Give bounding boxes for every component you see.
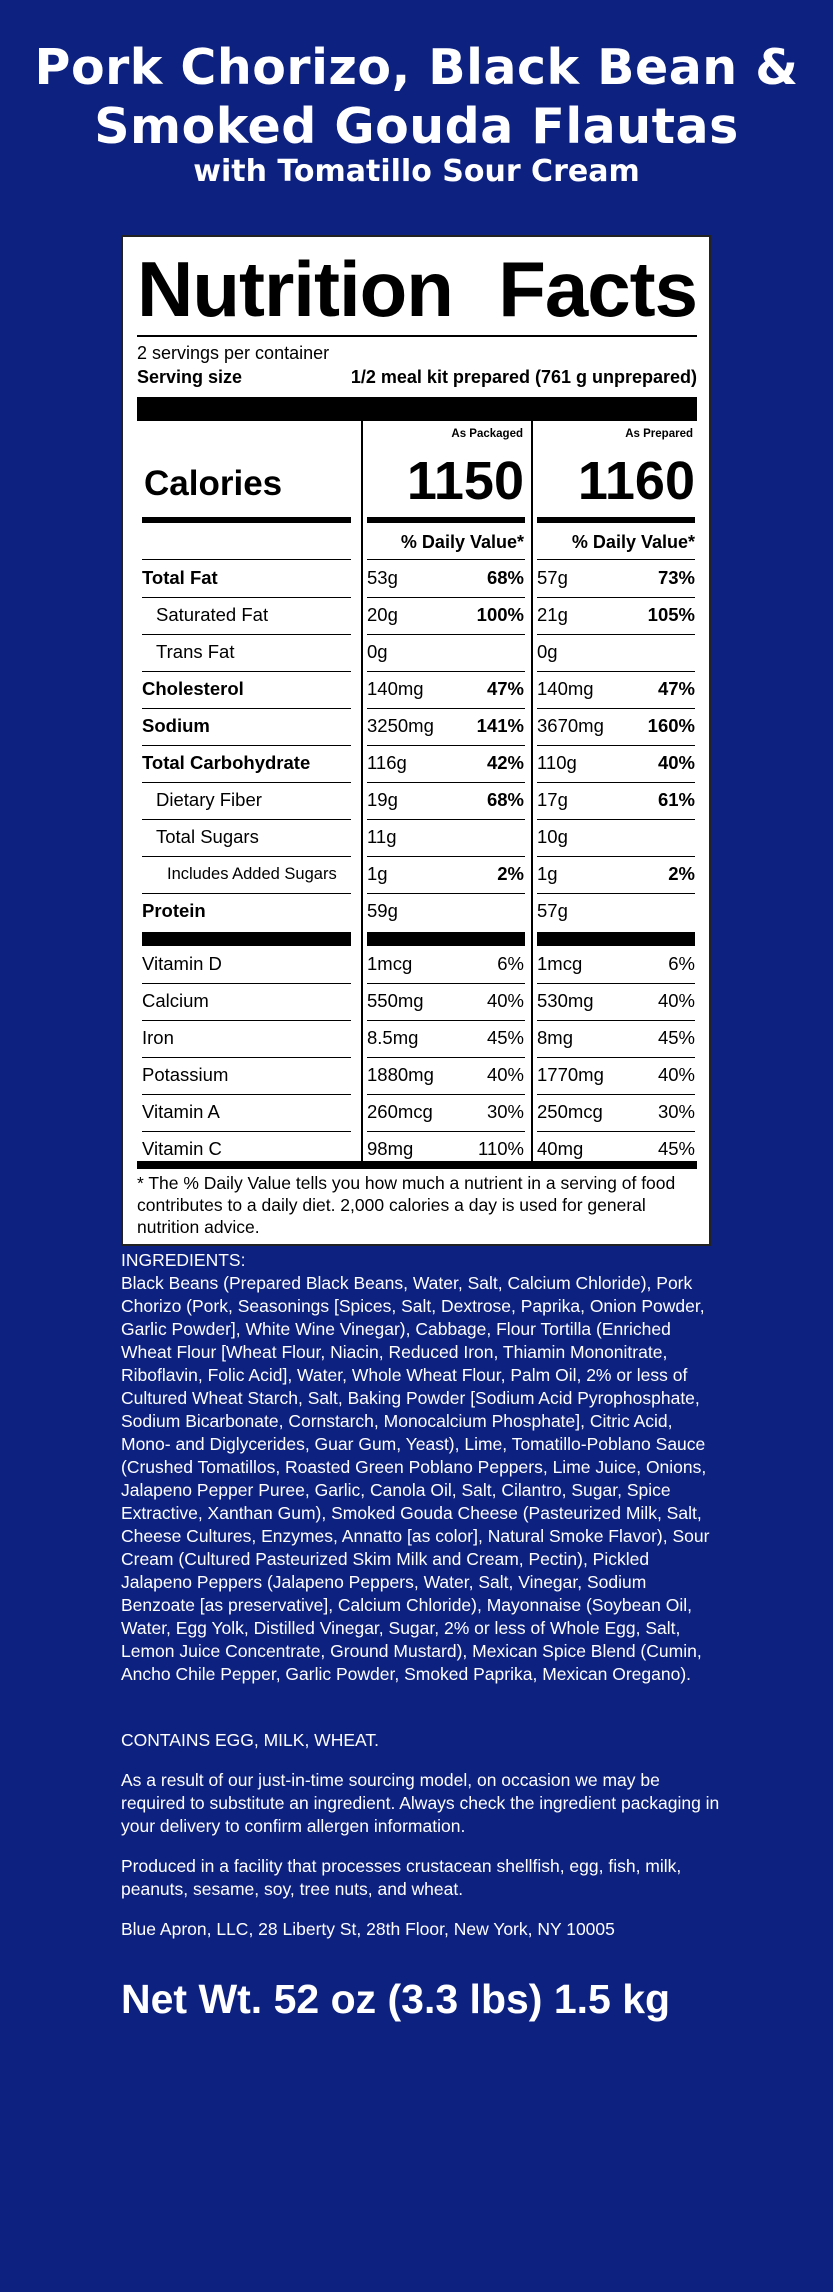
facility-note: Produced in a facility that processes crustacean shellfish, egg, fish, milk, peanuts, sesame, soy, tree nuts, and wheat. xyxy=(121,1856,682,1899)
ingredients-section xyxy=(121,1249,721,1686)
allergen-contains: CONTAINS EGG, MILK, WHEAT. xyxy=(121,1730,379,1750)
nutrient-percent: 141% xyxy=(476,715,524,736)
calories-packaged: 1150 xyxy=(406,451,524,511)
nutrient-amount: 59g xyxy=(367,900,398,921)
nutrient-percent: 6% xyxy=(668,953,695,974)
nutrient-row xyxy=(123,1057,713,1094)
calories-label: Calories xyxy=(144,464,283,503)
nutrient-percent: 47% xyxy=(657,678,695,699)
nutrient-amount: 98mg xyxy=(367,1138,414,1159)
nutrient-amount: 3250mg xyxy=(367,715,434,736)
nutrient-percent: 42% xyxy=(486,752,524,773)
nutrient-amount: 1880mg xyxy=(367,1064,434,1085)
nutrient-percent: 45% xyxy=(486,1027,524,1048)
daily-value-head: % Daily Value* xyxy=(400,532,524,552)
nutrient-amount: 250mcg xyxy=(537,1101,603,1122)
nutrient-name: Sodium xyxy=(142,715,210,736)
nutrition-facts-label xyxy=(121,235,711,1246)
calories-bar xyxy=(537,517,695,523)
nutrient-name: Total Fat xyxy=(142,567,218,588)
nutrient-amount: 11g xyxy=(367,826,397,847)
heading-word-facts: Facts xyxy=(498,245,697,333)
nutrient-name: Total Carbohydrate xyxy=(142,752,311,773)
calories-bar xyxy=(367,517,525,523)
nutrient-percent: 160% xyxy=(647,715,695,736)
nutrient-row xyxy=(123,893,713,930)
nutrient-percent: 40% xyxy=(486,990,524,1011)
nutrient-name: Cholesterol xyxy=(142,678,244,699)
nutrient-row xyxy=(123,946,713,983)
nutrient-percent: 100% xyxy=(476,604,524,625)
nutrient-name: Trans Fat xyxy=(156,641,235,662)
nutrient-name: Calcium xyxy=(142,990,209,1011)
servings-per-container: 2 servings per container xyxy=(137,343,330,363)
nutrient-row xyxy=(123,856,713,893)
serving-size xyxy=(137,366,697,388)
nutrient-row xyxy=(123,708,713,745)
vitamins-divider xyxy=(367,932,525,946)
nutrient-name: Total Sugars xyxy=(156,826,259,847)
daily-value-head: % Daily Value* xyxy=(571,532,695,552)
nutrient-name: Iron xyxy=(142,1027,174,1048)
nutrient-row xyxy=(123,1020,713,1057)
nutrient-percent: 68% xyxy=(486,789,524,810)
nutrient-amount: 19g xyxy=(367,789,398,810)
nutrient-percent: 110% xyxy=(478,1138,524,1159)
nutrient-row xyxy=(123,597,713,634)
nutrient-amount: 1mcg xyxy=(537,953,583,974)
product-subtitle: with Tomatillo Sour Cream xyxy=(193,154,640,189)
nutrient-percent: 105% xyxy=(647,604,695,625)
thick-divider xyxy=(137,397,697,421)
nutrient-amount: 530mg xyxy=(537,990,594,1011)
nutrient-amount: 1g xyxy=(537,863,558,884)
nutrient-row xyxy=(123,745,713,782)
nutrient-amount: 57g xyxy=(537,900,568,921)
nutrient-amount: 57g xyxy=(537,567,568,588)
nutrient-percent: 68% xyxy=(486,567,524,588)
sourcing-note: As a result of our just-in-time sourcing model, on occasion we may be required to substitute an ingredient. Always check the ingredient packaging in your delivery to confirm allergen information. xyxy=(121,1770,720,1836)
nutrient-percent: 30% xyxy=(657,1101,695,1122)
vitamins-divider xyxy=(142,932,351,946)
vitamins-divider xyxy=(537,932,695,946)
nutrient-amount: 1mcg xyxy=(367,953,413,974)
title-line-2: Smoked Gouda Flautas xyxy=(94,98,739,155)
serving-size-value: 1/2 meal kit prepared (761 g unprepared) xyxy=(350,367,697,387)
nutrient-name: Vitamin A xyxy=(142,1101,220,1122)
nutrient-amount: 53g xyxy=(367,567,398,588)
nutrient-percent: 45% xyxy=(657,1138,695,1159)
nutrient-amount: 40mg xyxy=(537,1138,584,1159)
nutrient-name: Includes Added Sugars xyxy=(167,865,337,883)
nutrient-percent: 61% xyxy=(657,789,695,810)
nutrient-percent: 2% xyxy=(668,863,695,884)
nutrient-amount: 110g xyxy=(537,752,577,773)
calories-prepared: 1160 xyxy=(577,451,695,511)
nutrient-percent: 40% xyxy=(657,1064,695,1085)
nutrient-amount: 17g xyxy=(537,789,568,810)
nutrient-amount: 8mg xyxy=(537,1027,573,1048)
col-head-packaged: As Packaged xyxy=(451,428,523,440)
nutrient-amount: 3670mg xyxy=(537,715,604,736)
nutrient-percent: 2% xyxy=(497,863,524,884)
nutrient-amount: 21g xyxy=(537,604,568,625)
serving-size-label: Serving size xyxy=(137,367,243,387)
nutrient-amount: 1770mg xyxy=(537,1064,604,1085)
nutrient-percent: 40% xyxy=(657,752,695,773)
daily-value-footnote: * The % Daily Value tells you how much a nutrient in a serving of food contributes to a daily diet. 2,000 calories a day is used for general nutrition advice. xyxy=(137,1173,676,1237)
nutrient-percent: 40% xyxy=(486,1064,524,1085)
nutrient-row xyxy=(123,634,713,671)
nutrient-amount: 140mg xyxy=(367,678,424,699)
nutrient-amount: 20g xyxy=(367,604,398,625)
nutrient-percent: 6% xyxy=(497,953,524,974)
nutrient-name: Protein xyxy=(142,900,206,921)
nutrient-row xyxy=(123,782,713,819)
nutrient-percent: 30% xyxy=(486,1101,524,1122)
nutrient-name: Vitamin C xyxy=(142,1138,222,1159)
title-line-1: Pork Chorizo, Black Bean & xyxy=(34,39,799,96)
ingredients-list: Black Beans (Prepared Black Beans, Water, Salt, Calcium Chloride), Pork Chorizo (Pork, Seasonings [Spices, Salt, Dextrose, Paprika, Onion Powder, Garlic Powder], White Wine Vinegar), Cabbage, Flour Tortilla (Enriched Wheat Flour [Wheat Flour, Niacin, Reduced Iron, Thiamin Mononitrate, Riboflavin, Folic Acid], Water, Whole Wheat Flour, Palm Oil, 2% or less of Cultured Wheat Starch, Salt, Baking Powder [Sodium Acid Pyrophosphate, Sodium Bicarbonate, Cornstarch, Monocalcium Phosphate], Citric Acid, Mono- and Diglycerides, Guar Gum, Yeast), Lime, Tomatillo-Poblano Sauce (Crushed Tomatillos, Roasted Green Poblano Peppers, Lime Juice, Onions, Jalapeno Pepper Puree, Garlic, Canola Oil, Salt, Cilantro, Sugar, Spice Extractive, Xanthan Gum), Smoked Gouda Cheese (Pasteurized Milk, Salt, Cheese Cultures, Enzymes, Annatto [as color], Natural Smoke Flavor), Sour Cream (Cultured Pasteurized Skim Milk and Cream, Pectin), Pickled Jalapeno Peppers (Jalapeno Peppers, Water, Salt, Vinegar, Sodium Benzoate [as preservative], Calcium Chloride), Mayonnaise (Soybean Oil, Water, Egg Yolk, Distilled Vinegar, Sugar, 2% or less of Whole Egg, Salt, Lemon Juice Concentrate, Ground Mustard), Mexican Spice Blend (Cumin, Ancho Chile Pepper, Garlic Powder, Smoked Paprika, Mexican Oregano). xyxy=(121,1273,710,1684)
nutrient-row xyxy=(123,560,713,597)
nutrient-row xyxy=(123,671,713,708)
nutrient-percent: 47% xyxy=(486,678,524,699)
nutrient-amount: 1g xyxy=(367,863,388,884)
company-address: Blue Apron, LLC, 28 Liberty St, 28th Floor, New York, NY 10005 xyxy=(121,1919,615,1939)
nutrient-name: Vitamin D xyxy=(142,953,222,974)
ingredients-heading: INGREDIENTS: xyxy=(121,1250,246,1270)
nutrient-amount: 140mg xyxy=(537,678,594,699)
heading-word-nutrition: Nutrition xyxy=(137,245,453,333)
nutrient-name: Saturated Fat xyxy=(156,604,269,625)
nutrient-name: Dietary Fiber xyxy=(156,789,262,810)
nutrient-amount: 116g xyxy=(367,752,407,773)
nutrient-name: Potassium xyxy=(142,1064,229,1085)
nutrient-percent: 45% xyxy=(657,1027,695,1048)
net-weight: Net Wt. 52 oz (3.3 lbs) 1.5 kg xyxy=(121,1976,671,2022)
nutrient-row xyxy=(123,819,713,856)
nutrient-amount: 10g xyxy=(537,826,568,847)
nutrient-amount: 0g xyxy=(537,641,558,662)
product-title xyxy=(0,38,833,156)
nutrient-percent: 73% xyxy=(657,567,695,588)
nutrition-facts-heading xyxy=(137,245,697,333)
thick-divider xyxy=(137,1161,697,1169)
nutrient-row xyxy=(123,983,713,1020)
nutrient-percent: 40% xyxy=(657,990,695,1011)
nutrient-amount: 8.5mg xyxy=(367,1027,419,1048)
divider xyxy=(137,335,697,337)
nutrient-amount: 550mg xyxy=(367,990,424,1011)
col-head-prepared: As Prepared xyxy=(625,428,693,440)
nutrient-amount: 0g xyxy=(367,641,388,662)
nutrient-row xyxy=(123,1094,713,1131)
calories-bar xyxy=(142,517,351,523)
nutrient-amount: 260mcg xyxy=(367,1101,433,1122)
